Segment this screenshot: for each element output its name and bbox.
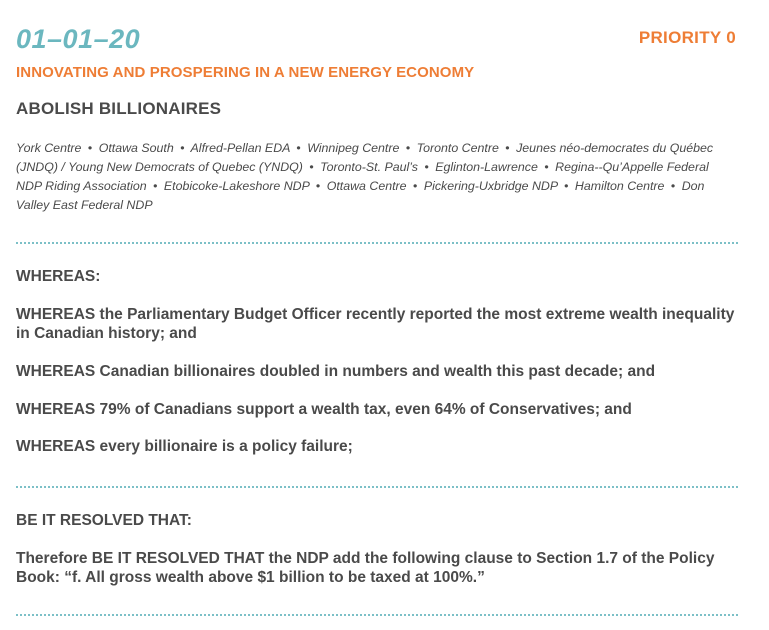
dotted-divider xyxy=(16,614,738,616)
sponsor-separator: • xyxy=(153,179,158,193)
whereas-label: WHEREAS: xyxy=(16,268,101,285)
resolved-clause: Therefore BE IT RESOLVED THAT the NDP add the following clause to Section 1.7 of the Policy Book: “f. All gross wealth above $1 billion to be taxed at 100%.” xyxy=(16,550,715,586)
sponsor-separator: • xyxy=(296,141,301,155)
sponsor-separator: • xyxy=(315,179,321,193)
whereas-clause: WHEREAS Canadian billionaires doubled in numbers and wealth this past decade; and xyxy=(16,363,656,380)
sponsor-name: Winnipeg Centre xyxy=(307,141,400,155)
sponsor-name: Toronto-St. Paul’s xyxy=(320,160,418,174)
sponsor-separator: • xyxy=(180,141,185,155)
sponsor-separator: • xyxy=(424,160,429,174)
sponsor-name: Ottawa Centre xyxy=(326,179,407,193)
sponsor-name: Hamilton Centre xyxy=(574,179,665,193)
resolution-number: 01–01–20 xyxy=(16,24,141,54)
sponsor-name: Eglinton-Lawrence xyxy=(435,160,538,174)
dotted-divider xyxy=(16,486,738,488)
sponsor-separator: • xyxy=(505,141,510,155)
sponsor-name: Jeunes néo-democrates du Québec (JNDQ) / Young New Democrats of Quebec (YNDQ) xyxy=(16,141,714,174)
sponsor-separator: • xyxy=(87,141,93,155)
whereas-clause: WHEREAS 79% of Canadians support a wealth tax, even 64% of Conservatives; and xyxy=(16,401,632,418)
sponsor-separator: • xyxy=(413,179,418,193)
whereas-clause: WHEREAS every billionaire is a policy failure; xyxy=(16,438,353,455)
sponsor-name: Etobicoke-Lakeshore NDP xyxy=(163,179,310,193)
sponsor-name: Alfred-Pellan EDA xyxy=(190,141,290,155)
resolution-title: ABOLISH BILLIONAIRES xyxy=(16,99,222,118)
sponsor-name: Pickering-Uxbridge NDP xyxy=(423,179,558,193)
section-heading: INNOVATING AND PROSPERING IN A NEW ENERGY ECONOMY xyxy=(16,64,475,81)
sponsor-separator: • xyxy=(405,141,411,155)
sponsor-separator: • xyxy=(670,179,676,193)
sponsor-separator: • xyxy=(309,160,314,174)
sponsor-separator: • xyxy=(544,160,549,174)
sponsor-name: Regina--Qu’Appelle Federal NDP Riding Association xyxy=(16,160,709,193)
resolved-label: BE IT RESOLVED THAT: xyxy=(16,512,192,529)
sponsor-name: Ottawa South xyxy=(98,141,174,155)
dotted-divider xyxy=(16,242,738,244)
sponsor-list xyxy=(16,139,736,215)
sponsor-name: Toronto Centre xyxy=(416,141,499,155)
whereas-clause: WHEREAS the Parliamentary Budget Officer recently reported the most extreme wealth inequality in Canadian history; and xyxy=(16,306,735,342)
sponsor-separator: • xyxy=(564,179,569,193)
sponsor-name: Don Valley East Federal NDP xyxy=(16,179,705,212)
priority-label: PRIORITY 0 xyxy=(638,28,736,47)
sponsor-name: York Centre xyxy=(16,141,82,155)
